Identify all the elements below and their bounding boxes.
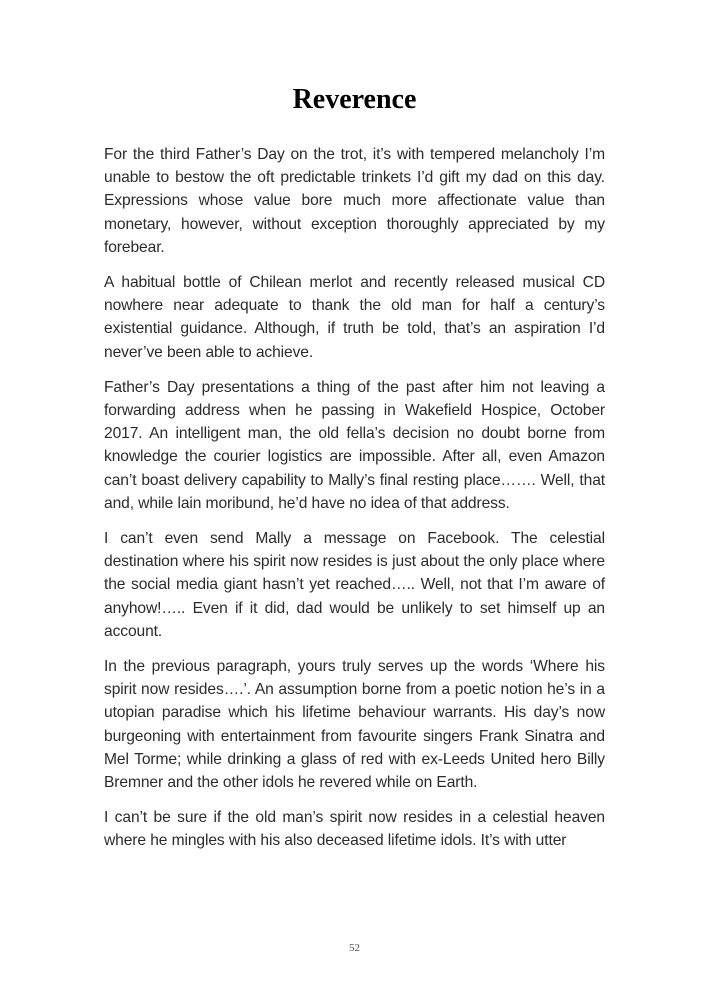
paragraph-2: A habitual bottle of Chilean merlot and recently released musical CD nowhere near adequate to thank the old man for half a century’s existential guidance. Although, if truth be told, that’s an aspiration I’d never’ve been able to achieve. [104,274,605,361]
paragraph-1: For the third Father’s Day on the trot, it’s with tempered melancholy I’m unable to bestow the oft predictable trinkets I’d gift my dad on this day. Expressions whose value bore much more affectionate value than monetary, however, without exception thoroughly appreciated by my forebear. [104,146,605,256]
paragraph-3: Father’s Day presentations a thing of the past after him not leaving a forwarding address when he passing in Wakefield Hospice, October 2017. An intelligent man, the old fella’s decision no doubt borne from knowledge the courier logistics are impossible. After all, even Amazon can’t boast delivery capability to Mally’s final resting place……. Well, that and, while lain moribund, he’d have no idea of that address. [104,378,605,512]
page-title: Reverence [292,84,417,115]
paragraph-4: I can’t even send Mally a message on Facebook. The celestial destination where his spirit now resides is just about the only place where the social media giant hasn’t yet reached….. Well, not that I’m aware of anyhow!….. Even if it did, dad would be unlikely to set himself up an account. [104,530,605,640]
body-text [104,143,605,865]
paragraph-6: I can’t be sure if the old man’s spirit now resides in a celestial heaven where he mingles with his also deceased lifetime idols. It’s with utter [104,809,605,850]
page-number: 52 [349,942,360,954]
paragraph-5: In the previous paragraph, yours truly serves up the words ‘Where his spirit now resides….’. An assumption borne from a poetic notion he’s in a utopian paradise which his lifetime behaviour warrants. His day’s now burgeoning with entertainment from favourite singers Frank Sinatra and Mel Torme; while drinking a glass of red with ex-Leeds United hero Billy Bremner and the other idols he revered while on Earth. [104,658,605,792]
